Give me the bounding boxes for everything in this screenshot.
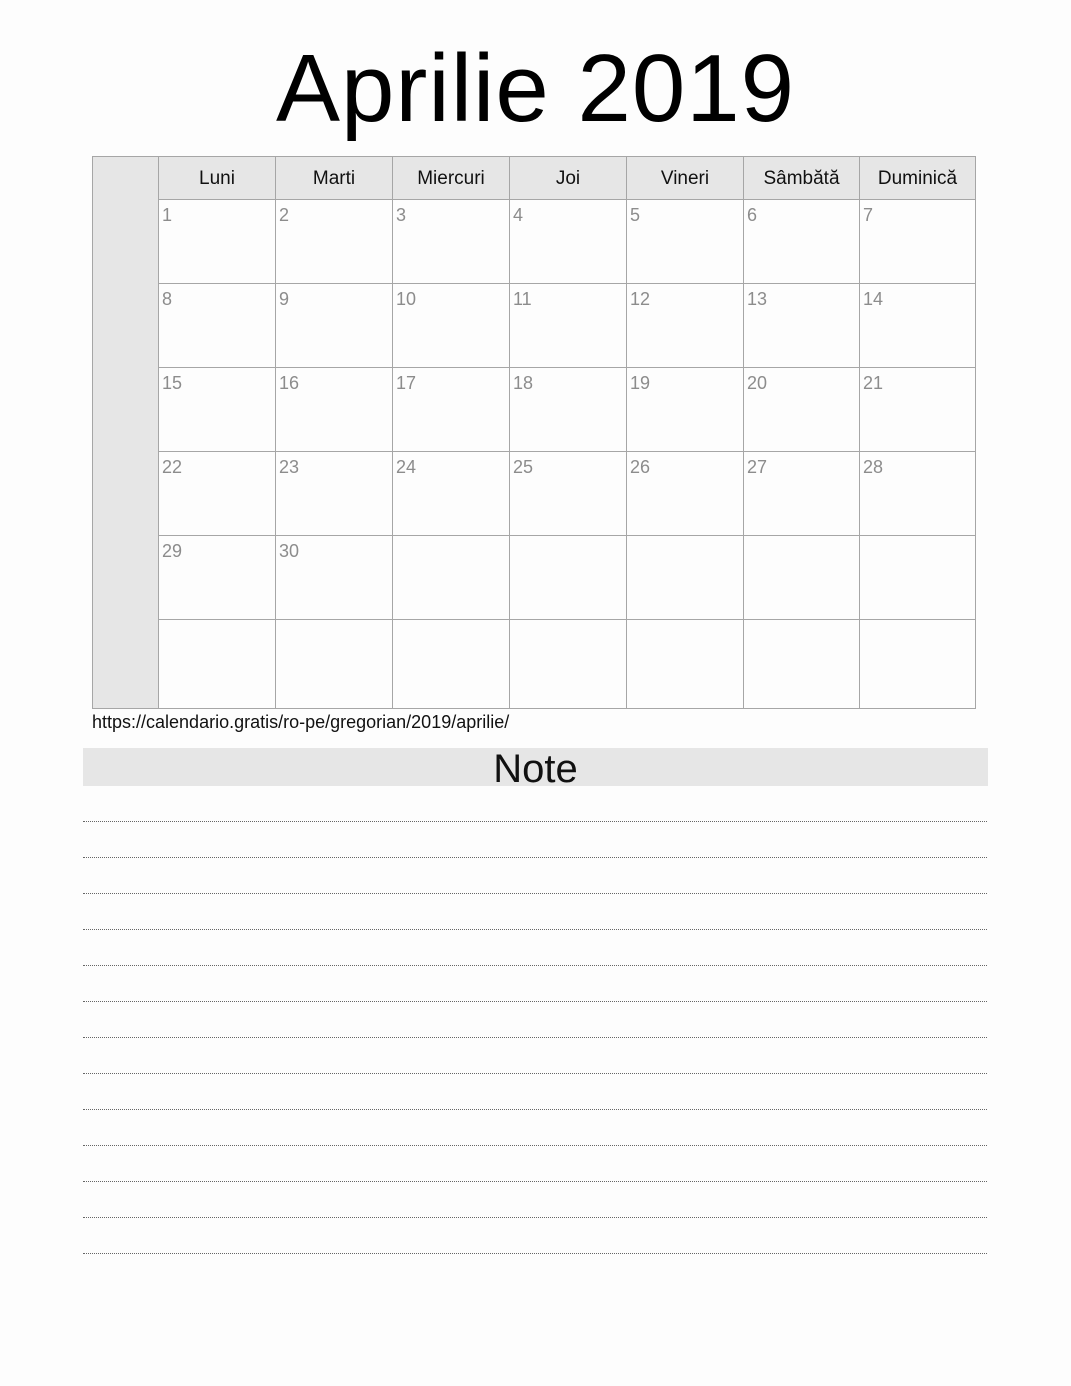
- day-cell[interactable]: [744, 452, 860, 536]
- day-number: 27: [747, 457, 768, 477]
- day-cell[interactable]: [393, 452, 510, 536]
- day-cell[interactable]: [510, 620, 627, 708]
- day-cell[interactable]: [510, 284, 627, 368]
- week-number-column: [93, 157, 159, 708]
- note-line[interactable]: [83, 1074, 987, 1110]
- day-number: 20: [747, 373, 768, 393]
- note-line[interactable]: [83, 822, 987, 858]
- day-cell[interactable]: [860, 452, 975, 536]
- day-cell[interactable]: [744, 620, 860, 708]
- day-number: 2: [279, 205, 290, 225]
- day-number: 19: [630, 373, 651, 393]
- day-cell[interactable]: [159, 620, 276, 708]
- day-cell[interactable]: [510, 536, 627, 620]
- day-number: 23: [279, 457, 300, 477]
- day-number: 14: [863, 289, 884, 309]
- day-number: 24: [396, 457, 417, 477]
- day-cell[interactable]: [510, 200, 627, 284]
- weekday-header: Luni: [159, 157, 276, 200]
- day-cell[interactable]: [276, 368, 393, 452]
- note-line[interactable]: [83, 1146, 987, 1182]
- day-cell[interactable]: [393, 284, 510, 368]
- notes-area[interactable]: [83, 786, 987, 1254]
- note-line[interactable]: [83, 1110, 987, 1146]
- day-cell[interactable]: [860, 200, 975, 284]
- day-cell[interactable]: [744, 536, 860, 620]
- day-number: 25: [513, 457, 534, 477]
- day-cell[interactable]: [159, 368, 276, 452]
- calendar-days: [159, 157, 975, 708]
- day-cell[interactable]: [393, 536, 510, 620]
- note-line[interactable]: [83, 786, 987, 822]
- day-cell[interactable]: [159, 200, 276, 284]
- weekday-header: Miercuri: [393, 157, 510, 200]
- day-cell[interactable]: [860, 284, 975, 368]
- day-cell[interactable]: [393, 368, 510, 452]
- weekday-header: Sâmbătă: [744, 157, 860, 200]
- day-number: 18: [513, 373, 534, 393]
- day-cell[interactable]: [159, 452, 276, 536]
- day-cell[interactable]: [744, 200, 860, 284]
- day-number: 21: [863, 373, 884, 393]
- day-number: 26: [630, 457, 651, 477]
- day-cell[interactable]: [159, 536, 276, 620]
- calendar-grid: [92, 156, 976, 709]
- day-number: 13: [747, 289, 768, 309]
- note-line[interactable]: [83, 894, 987, 930]
- day-cell[interactable]: [860, 536, 975, 620]
- note-line[interactable]: [83, 966, 987, 1002]
- day-number: 1: [162, 205, 173, 225]
- day-cell[interactable]: [744, 368, 860, 452]
- note-line[interactable]: [83, 1038, 987, 1074]
- day-number: 15: [162, 373, 183, 393]
- day-number: 8: [162, 289, 173, 309]
- day-number: 10: [396, 289, 417, 309]
- note-line[interactable]: [83, 1182, 987, 1218]
- day-cell[interactable]: [276, 620, 393, 708]
- day-number: 11: [513, 289, 532, 309]
- day-number: 12: [630, 289, 651, 309]
- weekday-header: Joi: [510, 157, 627, 200]
- note-line[interactable]: [83, 1002, 987, 1038]
- day-cell[interactable]: [159, 284, 276, 368]
- day-cell[interactable]: [276, 284, 393, 368]
- day-cell[interactable]: [860, 368, 975, 452]
- day-cell[interactable]: [393, 620, 510, 708]
- day-number: 17: [396, 373, 417, 393]
- weekday-header: Marti: [276, 157, 393, 200]
- day-cell[interactable]: [627, 620, 744, 708]
- day-cell[interactable]: [510, 368, 627, 452]
- day-number: 30: [279, 541, 300, 561]
- day-number: 22: [162, 457, 183, 477]
- notes-title: Note: [83, 748, 988, 786]
- day-number: 3: [396, 205, 407, 225]
- day-number: 5: [630, 205, 641, 225]
- day-number: 9: [279, 289, 290, 309]
- day-cell[interactable]: [276, 200, 393, 284]
- day-cell[interactable]: [627, 200, 744, 284]
- weekday-header: Duminică: [860, 157, 975, 200]
- day-number: 29: [162, 541, 183, 561]
- day-number: 6: [747, 205, 758, 225]
- day-number: 28: [863, 457, 884, 477]
- note-line[interactable]: [83, 1218, 987, 1254]
- day-cell[interactable]: [627, 536, 744, 620]
- day-number: 16: [279, 373, 300, 393]
- page-title: Aprilie 2019: [276, 35, 795, 142]
- day-cell[interactable]: [627, 452, 744, 536]
- day-cell[interactable]: [276, 536, 393, 620]
- source-url[interactable]: https://calendario.gratis/ro-pe/gregorian/2019/aprilie/: [92, 712, 510, 732]
- day-cell[interactable]: [627, 368, 744, 452]
- note-line[interactable]: [83, 930, 987, 966]
- day-number: 7: [863, 205, 874, 225]
- note-line[interactable]: [83, 858, 987, 894]
- day-cell[interactable]: [627, 284, 744, 368]
- day-cell[interactable]: [744, 284, 860, 368]
- day-cell[interactable]: [860, 620, 975, 708]
- day-cell[interactable]: [393, 200, 510, 284]
- day-number: 4: [513, 205, 524, 225]
- day-cell[interactable]: [276, 452, 393, 536]
- weekday-header: Vineri: [627, 157, 744, 200]
- day-cell[interactable]: [510, 452, 627, 536]
